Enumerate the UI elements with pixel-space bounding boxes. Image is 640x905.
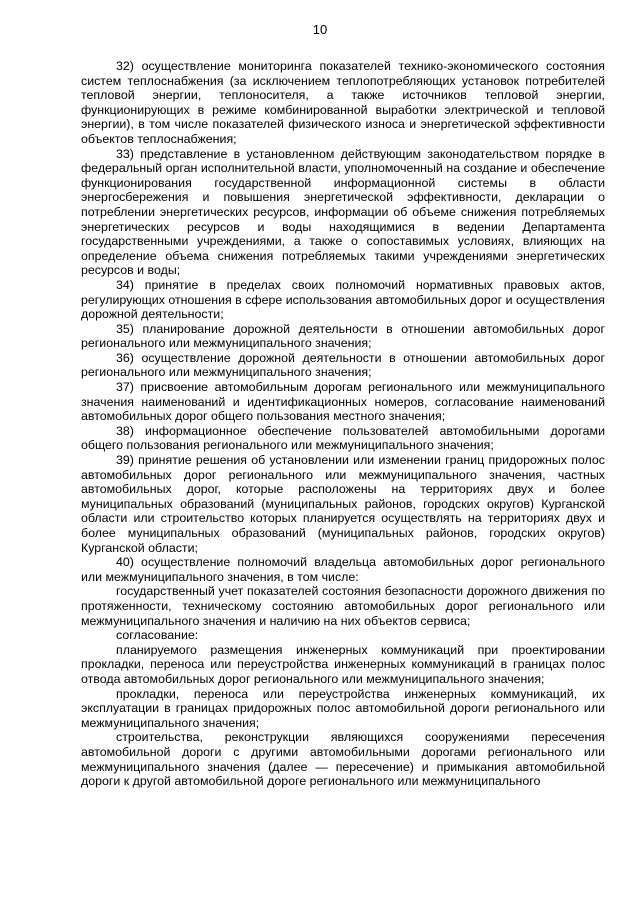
paragraph-34: 34) принятие в пределах своих полномочий нормативных правовых актов, регулирующих отношения в сфере использования автомобильных дорог и осуществления дорожной деятельности; [81, 277, 605, 322]
paragraph-37: 37) присвоение автомобильным дорогам регионального или межмуниципального значения наименований и идентификационных номеров, согласование наименований автомобильных дорог общего пользования местного значения; [81, 380, 605, 424]
paragraph-40: 40) осуществление полномочий владельца автомобильных дорог регионального или межмуниципального значения, в том числе: [81, 555, 605, 584]
paragraph-39: 39) принятие решения об установлении или изменении границ придорожных полос автомобильных дорог регионального или межмуниципального значения, частных автомобильных дорог, которые расположены на территориях двух и более муниципальных образований (муниципальных районов, городских округов) Курганской области или строительство которых планируется осуществлять на территориях двух и более муниципальных образований (муниципальных районов, городских округов) Курганской области; [81, 453, 605, 555]
paragraph-32: 32) осуществление мониторинга показателей технико-экономического состояния систем теплоснабжения (за исключением теплопотребляющих установок потребителей тепловой энергии, теплоносителя, а также источников тепловой энергии, функционирующих в режиме комбинированной выработки электрической и тепловой энергии), в том числе показателей физического износа и энергетической эффективности объектов теплоснабжения; [81, 59, 605, 146]
paragraph-36: 36) осуществление дорожной деятельности в отношении автомобильных дорог регионального или межмуниципального значения; [81, 350, 605, 380]
document-body [81, 59, 605, 789]
paragraph-38: 38) информационное обеспечение пользователей автомобильными дорогами общего пользования регионального или межмуниципального значения; [81, 423, 605, 453]
paragraph-40-laying-transfer: прокладки, переноса или переустройства инженерных коммуникаций, их эксплуатации в границах придорожных полос автомобильной дороги регионального или межмуниципального значения; [81, 686, 605, 730]
page-number: 10 [312, 22, 328, 37]
paragraph-40-planned-placement: планируемого размещения инженерных коммуникаций при проектировании прокладки, переноса или переустройства инженерных коммуникаций в границах полос отвода автомобильных дорог регионального или межмуниципального значения; [81, 642, 605, 686]
paragraph-40-approval-heading: согласование: [116, 628, 199, 643]
paragraph-35: 35) планирование дорожной деятельности в отношении автомобильных дорог регионального или межмуниципального значения; [81, 321, 605, 351]
paragraph-40-construction: строительства, реконструкции являющихся сооружениями пересечения автомобильной дороги с другими автомобильными дорогами регионального или межмуниципального значения (далее — пересечение) и примыкания автомобильной дороги к другой автомобильной дороге регионального или межмуниципального [81, 730, 605, 789]
paragraph-33: 33) представление в установленном действующим законодательством порядке в федеральный орган исполнительной власти, уполномоченный на создание и обеспечение функционирования государственной информационной системы в области энергосбережения и повышения энергетической эффективности, декларации о потреблении энергетических ресурсов, информации об объеме снижения потребляемых энергетических ресурсов и воды находящимися в ведении Департамента государственными учреждениями, а также о сопоставимых условиях, влияющих на определение объема снижения потребляемых такими учреждениями энергетических ресурсов и воды; [81, 146, 605, 278]
paragraph-40-state-accounting: государственный учет показателей состояния безопасности дорожного движения по протяженности, техническому состоянию автомобильных дорог регионального или межмуниципального значения и наличию на них объектов сервиса; [81, 584, 605, 628]
